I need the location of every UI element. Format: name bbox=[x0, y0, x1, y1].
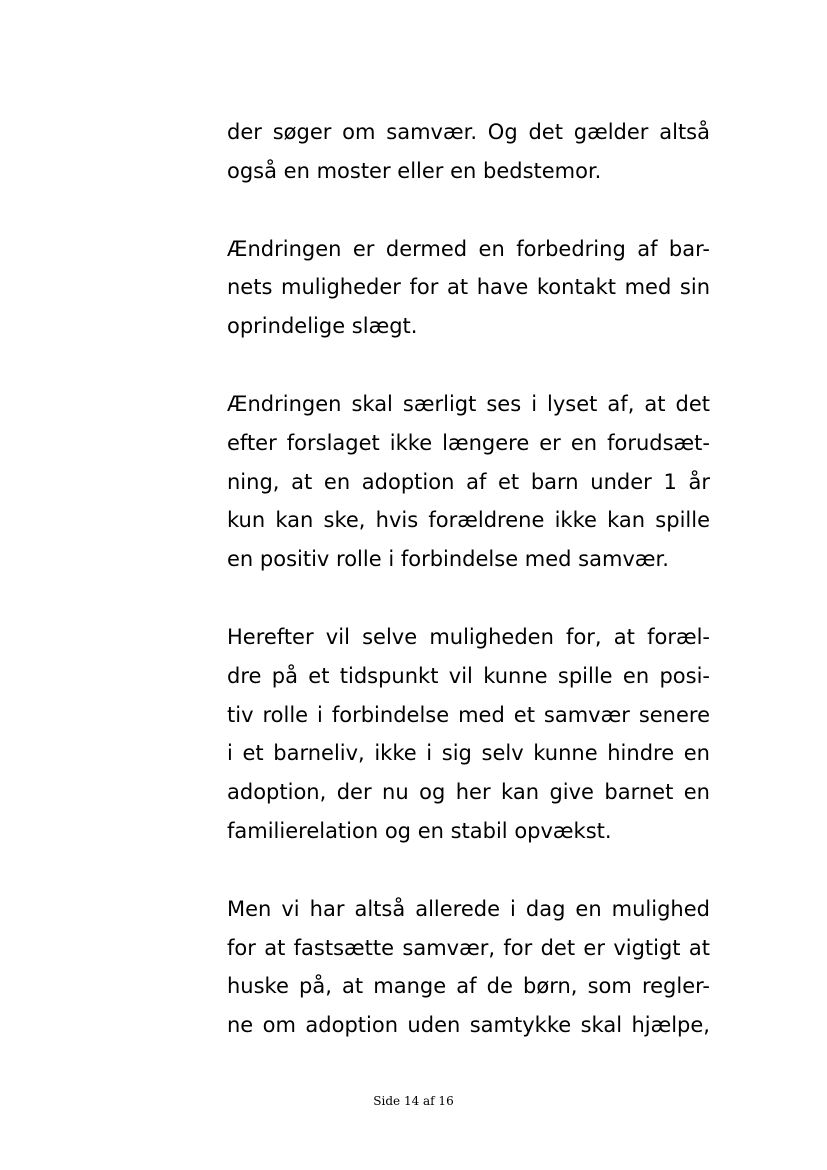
paragraph-1 bbox=[227, 113, 710, 191]
text-line: nets muligheder for at have kontakt med sin bbox=[227, 275, 710, 300]
paragraph-2 bbox=[227, 230, 710, 346]
paragraph-3 bbox=[227, 385, 710, 579]
text-line: oprindelige slægt. bbox=[227, 314, 418, 339]
paragraph-4 bbox=[227, 618, 710, 851]
paragraph-5 bbox=[227, 890, 710, 1045]
text-line: huske på, at mange af de børn, som regler- bbox=[227, 974, 710, 999]
text-line: efter forslaget ikke længere er en forudsæt- bbox=[227, 430, 710, 455]
text-line: ning, at en adoption af et barn under 1 år bbox=[227, 469, 710, 494]
text-line: kun kan ske, hvis forældrene ikke kan spille bbox=[227, 508, 710, 533]
text-line: Ændringen skal særligt ses i lyset af, at det bbox=[227, 391, 710, 416]
text-line: tiv rolle i forbindelse med et samvær senere bbox=[227, 702, 710, 727]
text-line: for at fastsætte samvær, for det er vigtigt at bbox=[227, 935, 710, 960]
page-number: Side 14 af 16 bbox=[373, 1094, 454, 1108]
text-line: dre på et tidspunkt vil kunne spille en posi- bbox=[227, 663, 710, 688]
text-line: ne om adoption uden samtykke skal hjælpe, bbox=[227, 1013, 710, 1038]
text-line: Herefter vil selve muligheden for, at foræl- bbox=[227, 624, 710, 649]
document-body bbox=[227, 113, 710, 1084]
text-line: Men vi har altså allerede i dag en mulighed bbox=[227, 896, 710, 921]
text-line: også en moster eller en bedstemor. bbox=[227, 158, 602, 183]
text-line: adoption, der nu og her kan give barnet en bbox=[227, 780, 710, 805]
text-line: en positiv rolle i forbindelse med samvær. bbox=[227, 547, 669, 572]
text-line: Ændringen er dermed en forbedring af bar- bbox=[227, 236, 710, 261]
text-line: i et barneliv, ikke i sig selv kunne hindre en bbox=[227, 741, 710, 766]
text-line: familierelation og en stabil opvækst. bbox=[227, 818, 612, 843]
text-line: der søger om samvær. Og det gælder altså bbox=[227, 120, 710, 144]
